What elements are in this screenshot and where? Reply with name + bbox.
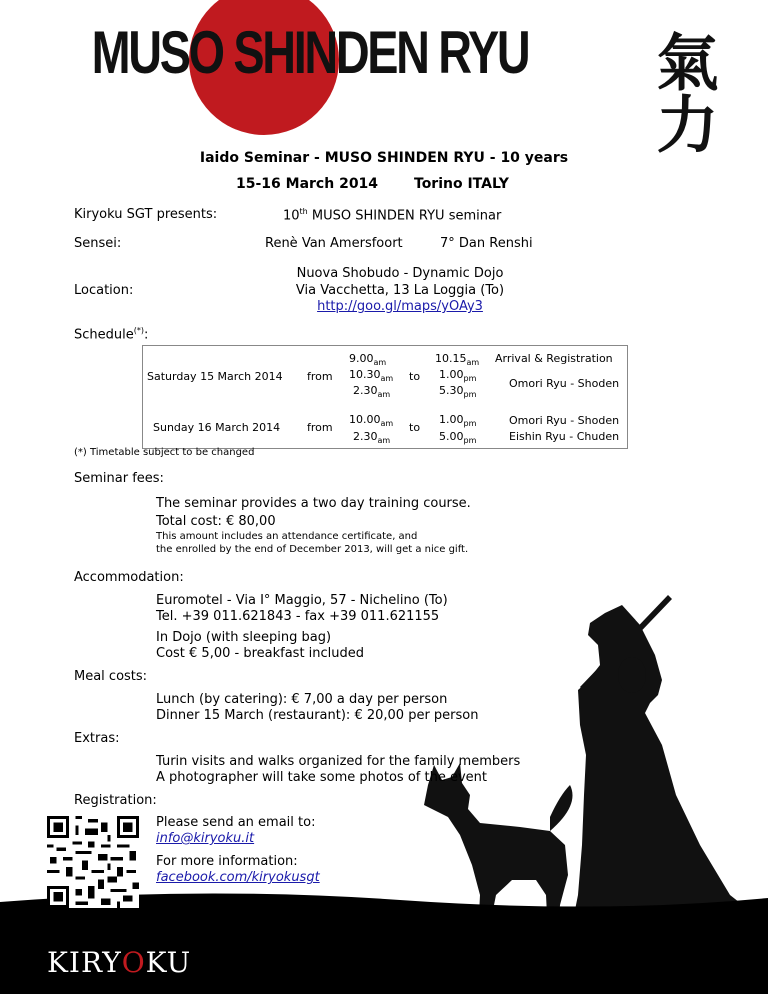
qr-code-icon — [47, 816, 139, 908]
day1-end1 — [435, 352, 479, 367]
day1-start2-time: 10.30 — [349, 368, 381, 381]
day1-end3-suffix: pm — [463, 390, 477, 400]
accommodation-line3: In Dojo (with sleeping bag) — [156, 630, 332, 645]
facebook-link[interactable]: facebook.com/kiryokusgt — [156, 870, 320, 885]
sensei-name: Renè Van Amersfoort — [265, 236, 403, 251]
day1-to: to — [409, 370, 421, 383]
logo-part1: KIRY — [47, 946, 122, 979]
presents-label: Kiryoku SGT presents: — [74, 207, 218, 222]
fees-label: Seminar fees: — [74, 471, 164, 486]
presents-seminar: MUSO SHINDEN RYU seminar — [307, 208, 502, 224]
day2-activity2: Eishin Ryu - Chuden — [509, 430, 620, 443]
accommodation-line2: Tel. +39 011.621843 - fax +39 011.621155 — [156, 609, 440, 624]
seminar-place: Torino ITALY — [414, 176, 509, 192]
day2-end1-suffix: pm — [463, 419, 477, 429]
location-map-link[interactable]: http://goo.gl/maps/yOAy3 — [317, 299, 483, 314]
day1-start2-suffix: am — [380, 374, 394, 384]
extras-line1: Turin visits and walks organized for the family members — [156, 754, 521, 769]
day1-end3 — [439, 384, 476, 399]
presents-text — [283, 207, 501, 223]
day2-end2-suffix: pm — [463, 436, 477, 446]
day1-activity1: Arrival & Registration — [495, 352, 613, 365]
day2-end2 — [439, 430, 476, 445]
schedule-label — [74, 326, 148, 342]
day1-end2-suffix: pm — [463, 374, 477, 384]
day1-start2 — [349, 368, 393, 383]
day1-date: Saturday 15 March 2014 — [147, 370, 283, 383]
day2-from: from — [307, 421, 333, 434]
day1-start3 — [353, 384, 390, 399]
logo-part2: KU — [145, 946, 192, 979]
meals-line2: Dinner 15 March (restaurant): € 20,00 per person — [156, 708, 479, 723]
registration-line1: Please send an email to: — [156, 815, 316, 830]
day2-activity1: Omori Ryu - Shoden — [509, 414, 620, 427]
schedule-label-colon: : — [144, 327, 149, 343]
accommodation-label: Accommodation: — [74, 570, 184, 585]
kanji-calligraphy — [646, 30, 719, 154]
registration-line2: For more information: — [156, 854, 298, 869]
logo-o: O — [121, 946, 146, 979]
day1-start3-time: 2.30 — [353, 384, 378, 397]
day1-end3-time: 5.30 — [439, 384, 464, 397]
day1-end1-time: 10.15 — [435, 352, 467, 365]
fees-small1: This amount includes an attendance certificate, and — [156, 531, 418, 542]
day1-start1-suffix: am — [373, 358, 387, 368]
registration-email-wrap — [156, 831, 254, 846]
day1-end2 — [439, 368, 476, 383]
registration-facebook-wrap — [156, 870, 320, 885]
extras-label: Extras: — [74, 731, 120, 746]
main-title: MUSO SHINDEN RYU — [91, 19, 529, 86]
meals-label: Meal costs: — [74, 669, 148, 684]
location-line2: Via Vacchetta, 13 La Loggia (To) — [295, 283, 505, 298]
day1-end1-suffix: am — [466, 358, 480, 368]
day1-start3-suffix: am — [377, 390, 391, 400]
day2-start1-suffix: am — [380, 419, 394, 429]
accommodation-line1: Euromotel - Via I° Maggio, 57 - Nichelino (To) — [156, 593, 448, 608]
seminar-subtitle: Iaido Seminar - MUSO SHINDEN RYU - 10 years — [199, 150, 569, 166]
day2-end2-time: 5.00 — [439, 430, 464, 443]
location-link-wrap — [230, 299, 570, 314]
seminar-dates: 15-16 March 2014 — [236, 176, 379, 192]
registration-label: Registration: — [74, 793, 157, 808]
fees-small2: the enrolled by the end of December 2013, will get a nice gift. — [156, 544, 469, 555]
day2-start2 — [353, 430, 390, 445]
day2-start2-time: 2.30 — [353, 430, 378, 443]
day2-start1 — [349, 413, 393, 428]
presents-sup: th — [299, 207, 308, 216]
fees-line1: The seminar provides a two day training course. — [156, 496, 471, 511]
day2-date: Sunday 16 March 2014 — [153, 421, 281, 434]
day2-start2-suffix: am — [377, 436, 391, 446]
day2-end1-time: 1.00 — [439, 413, 464, 426]
registration-email-link[interactable]: info@kiryoku.it — [156, 831, 255, 846]
location-label: Location: — [74, 283, 134, 298]
day1-from: from — [307, 370, 333, 383]
extras-line2: A photographer will take some photos of the event — [156, 770, 487, 785]
meals-line1: Lunch (by catering): € 7,00 a day per person — [156, 692, 448, 707]
sensei-label: Sensei: — [74, 236, 122, 251]
fees-line2: Total cost: € 80,00 — [156, 514, 276, 529]
kanji-ki: 氣力 — [646, 30, 719, 154]
accommodation-line4: Cost € 5,00 - breakfast included — [156, 646, 365, 661]
sensei-rank: 7° Dan Renshi — [440, 236, 533, 251]
day1-activity2: Omori Ryu - Shoden — [509, 377, 620, 390]
location-line1: Nuova Shobudo - Dynamic Dojo — [296, 266, 504, 281]
schedule-table — [142, 345, 628, 449]
schedule-label-sup: (*) — [133, 326, 144, 335]
schedule-note: (*) Timetable subject to be changed — [74, 447, 255, 458]
presents-number: 10 — [283, 208, 300, 224]
day2-end1 — [439, 413, 476, 428]
day1-end2-time: 1.00 — [439, 368, 464, 381]
day1-start1 — [349, 352, 386, 367]
schedule-label-text: Schedule — [74, 327, 134, 343]
day2-to: to — [409, 421, 421, 434]
day1-start1-time: 9.00 — [349, 352, 374, 365]
day2-start1-time: 10.00 — [349, 413, 381, 426]
kiryoku-logo — [47, 946, 191, 979]
